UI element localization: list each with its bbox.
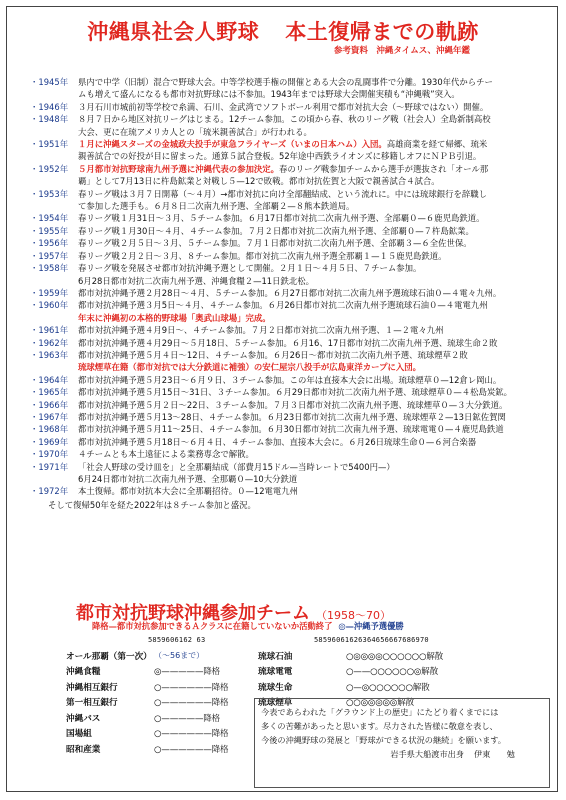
timeline-row	[30, 163, 550, 175]
team-name: 国場組	[66, 729, 92, 740]
closing-line: そして復帰50年を経た2022年は８チーム参加と盛況。	[48, 499, 256, 510]
timeline-year: ・1960年	[30, 300, 69, 311]
team-row	[258, 648, 488, 664]
timeline-year	[30, 126, 78, 138]
timeline-row	[30, 262, 550, 274]
team-name: 琉球煙草	[258, 698, 293, 709]
timeline-row	[30, 423, 550, 435]
timeline-text-segment: 春リーグ戦を発展させ都市対抗沖縄予選として開催。２月１日〜４月５日、７チーム参加。	[78, 263, 422, 274]
timeline-year: ・1959年	[30, 287, 69, 298]
timeline-text-segment: 都市対抗沖縄予選５月23日〜６月９日、３チーム参加。この年は直接本大会に出場。琉球煙草０—12倉レ岡山。	[78, 374, 502, 385]
timeline-text-segment: 親善試合での好投が目に留まった。通算５試合登板。52年途中西鉄ライオンズに移籍しオフにＮＰＢ引退。	[78, 151, 482, 162]
timeline-year: ・1964年	[30, 374, 69, 385]
timeline-text	[78, 287, 550, 299]
note-line: 今表であらわれた「グラウンド上の歴史」にたどり着くまでには	[261, 707, 499, 717]
note-line: 多くの苦難があったと思います。尽力された皆様に敬意を表し、	[261, 721, 498, 731]
timeline-row	[30, 76, 550, 88]
timeline-text	[78, 101, 550, 113]
timeline-row	[30, 436, 550, 448]
timeline-year: ・1967年	[30, 411, 69, 422]
timeline-text	[78, 150, 550, 162]
timeline-text	[78, 138, 550, 150]
participation-subtitle	[92, 620, 404, 632]
timeline-row	[30, 250, 550, 262]
participation-period: （1958〜70）	[316, 609, 391, 622]
timeline-year: ・1953年	[30, 188, 69, 199]
timeline-text-segment: ８月７日から地区対抗リーグはじまる。12チーム参加。この頃から春、秋のリーグ戦（社会人）全島新制高校	[78, 114, 491, 125]
timeline-text-segment: 都市対抗沖縄予選４月29日〜５月18日、５チーム参加。６月16、17日都市対抗二次南九州予選、琉球生命２敗	[78, 337, 498, 348]
timeline-text-segment: 大会、更に在琉アメリカ人との「琉米親善試合」が行われる。	[78, 126, 312, 137]
team-name: 沖縄相互銀行	[66, 682, 118, 693]
timeline-row	[30, 299, 550, 311]
timeline-row	[30, 386, 550, 398]
title-right: 本土復帰までの軌跡	[285, 20, 479, 44]
references: 参考資料 沖縄タイムス、沖縄年鑑	[333, 46, 470, 56]
timeline-text	[78, 250, 550, 262]
timeline-text-segment: 都市対抗沖縄予選５月15日〜31日、３チーム参加。６月29日都市対抗二次南九州予選、琉球煙草０—４松島炭鉱。	[78, 387, 512, 398]
timeline-year	[30, 312, 78, 324]
team-history: ○——————降格	[154, 729, 229, 740]
team-name: 琉球電電	[258, 667, 293, 678]
legend-text: ◎—沖縄予選優勝	[338, 621, 404, 631]
note-lines	[261, 705, 543, 747]
team-history: ◎—————降格	[154, 667, 221, 678]
timeline-row	[30, 150, 550, 162]
timeline-year: ・1970年	[30, 449, 69, 460]
timeline-text	[78, 113, 550, 125]
timeline-year: ・1966年	[30, 399, 69, 410]
timeline-text	[78, 188, 550, 200]
timeline-year: ・1961年	[30, 325, 69, 336]
participation-title-text: 都市対抗野球沖縄参加チーム	[76, 603, 310, 624]
timeline-row	[30, 473, 550, 485]
timeline-row	[30, 324, 550, 336]
timeline-text	[78, 423, 550, 435]
timeline-text	[78, 485, 550, 497]
signature-name: 伊東 勉	[474, 749, 515, 759]
timeline-year: ・1968年	[30, 424, 69, 435]
timeline-row	[30, 101, 550, 113]
page-title	[0, 16, 566, 46]
timeline-text	[78, 262, 550, 274]
timeline-year: ・1965年	[30, 387, 69, 398]
timeline-year: ・1948年	[30, 114, 69, 125]
timeline-row	[30, 237, 550, 249]
timeline-text	[78, 212, 550, 224]
timeline-row	[30, 225, 550, 237]
closing-note	[254, 698, 550, 788]
timeline-year	[30, 150, 78, 162]
note-line: 今後の沖縄野球の発展と「野球ができる状況の継続」を願います。	[261, 735, 506, 745]
timeline-year: ・1969年	[30, 436, 69, 447]
timeline-year: ・1962年	[30, 337, 69, 348]
years-header-left: 5859606162 63	[148, 636, 206, 644]
timeline-year	[30, 175, 78, 187]
timeline-text	[78, 374, 550, 386]
timeline-text	[78, 175, 550, 187]
timeline-row	[30, 126, 550, 138]
timeline-text	[78, 361, 550, 373]
timeline-text-segment: 都市対抗沖縄予選２月28日〜４月、５チーム参加。６月27日都市対抗二次南九州予選琉球石油０—４電々九州。	[78, 287, 502, 298]
timeline-text	[78, 436, 550, 448]
team-name: 沖縄バス	[66, 713, 101, 724]
timeline-text-segment: ムも増えて盛んになるも都市対抗野球には不参加。1943年までは野球大会開催実積も“沖縄戦”突入。	[78, 89, 460, 100]
team-history: ○——————降格	[154, 682, 229, 693]
timeline-text-segment: 県内で中学（旧制）混合で野球大会。中等学校選手権の開催とある大会の乱闘事件で分離。1930年代からチー	[78, 77, 493, 87]
timeline-year: ・1952年	[30, 163, 69, 174]
timeline-year: ・1954年	[30, 213, 69, 224]
timeline-text-segment: １月に沖縄スターズの金城政夫投手が東急フライヤーズ（いまの日本ハム）入団。	[78, 139, 387, 150]
signature	[261, 747, 515, 761]
timeline-row	[30, 175, 550, 187]
timeline-row	[30, 200, 550, 212]
subtitle-text: 降格—都市対抗参加できるＡクラスに在籍していないか活動終了	[92, 621, 333, 631]
timeline-text	[78, 225, 550, 237]
timeline-year: ・1972年	[30, 486, 69, 497]
timeline-text-segment: 都市対抗沖縄予選５月18日〜６月４日、４チーム参加、直接本大会に。６月26日琉球生命０—６河合楽器	[78, 436, 477, 447]
timeline-year: ・1963年	[30, 349, 69, 360]
timeline-year	[30, 361, 78, 373]
timeline-text-segment: 都市対抗沖縄予選３月5日〜４月、４チーム参加。６月26日都市対抗二次南九州予選琉球石油０—４電電九州	[78, 300, 488, 311]
timeline-text	[78, 448, 550, 460]
timeline-year: ・1971年	[30, 461, 69, 472]
timeline-text-segment: 春リーグ戦１月30日〜４月、４チーム参加。７月２日都市対抗二次南九州予選、全部覇０—７杵島鉱業。	[78, 225, 474, 236]
timeline-row	[30, 212, 550, 224]
team-range: （〜56まで）	[154, 651, 205, 661]
timeline-text-segment: 「社会人野球の受け皿を」と全那覇結成（部費月15ドル—当時レートで5400円—）	[78, 461, 395, 472]
timeline-text-segment: ３月石川市城前初等学校で糸満、石川、金武湾でソフトボール利用で都市対抗大会（〜野球ではない）開催。	[78, 101, 489, 112]
team-name: 昭和産業	[66, 744, 101, 755]
timeline-row	[30, 337, 550, 349]
timeline-text-segment: 春リーグ戦１月31日〜３月、５チーム参加。６月17日都市対抗二次南九州予選、全部覇０—６鹿児島鉄道。	[78, 213, 485, 224]
timeline-text	[78, 411, 550, 423]
timeline-year	[30, 275, 78, 287]
team-name: 沖縄食糧	[66, 667, 101, 678]
signature-origin: 岩手県大船渡市出身	[390, 749, 465, 759]
timeline-text	[78, 299, 550, 311]
team-history: ○——————降格	[154, 698, 229, 709]
timeline-text	[78, 473, 550, 485]
team-history: ○——○○○○○○◎解散	[346, 667, 438, 678]
timeline-text	[78, 88, 550, 100]
timeline-text	[78, 163, 550, 175]
title-left: 沖縄県社会人野球	[87, 20, 260, 44]
timeline-text-segment: 春リーグ戦は３月７日開幕（〜４月）→都市対抗に向け全部翻結成、という流れに。中には琉球銀行を辞職し	[78, 188, 488, 199]
timeline-text-segment: 覇」として7月13日に杵島鉱業と対戦し５—12で敗戦。都市対抗佐賀と大阪で親善試合４試合。	[78, 176, 440, 187]
timeline-text-segment: て参加した選手も。６月８日二次南九州予選、全部覇２—８熊本鉄道局。	[78, 201, 355, 212]
team-history: ○—◎○○○○○○解散	[346, 682, 430, 693]
timeline-text-segment: ４チームとも本土遠征による業務専念で解散。	[78, 449, 254, 460]
timeline-text	[78, 386, 550, 398]
team-name: 琉球石油	[258, 651, 293, 662]
timeline-text	[78, 237, 550, 249]
timeline-row	[30, 88, 550, 100]
timeline-text-segment: 春リーグ戦２月５日〜３月、５チーム参加。７月１日都市対抗二次南九州予選、全部覇３—６全佐世保。	[78, 238, 472, 249]
timeline-text	[78, 76, 550, 88]
timeline-text-segment: 年末に沖縄初の本格的野球場「奥武山球場」完成。	[78, 312, 271, 323]
team-history: ○○◎◎◎◎◎解散	[346, 698, 414, 709]
timeline-row	[30, 138, 550, 150]
timeline-text-segment: 本土復帰。都市対抗本大会に全那覇招待。０—12電電九州	[78, 486, 299, 497]
timeline-text	[78, 337, 550, 349]
timeline-row	[30, 448, 550, 460]
timeline-text	[78, 275, 550, 287]
team-row	[258, 679, 488, 695]
team-history: ○——————降格	[154, 744, 229, 755]
team-name: 琉球生命	[258, 682, 293, 693]
timeline-year	[30, 473, 78, 485]
timeline-text	[78, 200, 550, 212]
timeline-text-segment: 春リーグ戦２月２日〜３月、８チーム参加。都市対抗二次南九州予選全那覇１—１５鹿児島鉄道。	[78, 250, 447, 261]
timeline-text	[78, 399, 550, 411]
timeline-text-segment: 都市対抗沖縄予選５月11〜25日、４チーム参加。６月30日都市対抗二次南九州予選、琉球電電０—４鹿児島鉄道	[78, 424, 504, 435]
timeline-row	[30, 411, 550, 423]
timeline-year: ・1946年	[30, 101, 69, 112]
team-name: オール那覇（第一次）	[66, 651, 152, 662]
team-row	[258, 664, 488, 680]
timeline-row	[30, 461, 550, 473]
timeline	[30, 76, 550, 512]
timeline-year	[30, 88, 78, 100]
timeline-row	[30, 275, 550, 287]
timeline-text-segment: 春のリーグ戦参加チームから選手が選抜され「オール那	[279, 163, 489, 174]
timeline-text	[78, 349, 550, 361]
timeline-row	[30, 399, 550, 411]
timeline-year: ・1951年	[30, 139, 69, 150]
timeline-year: ・1957年	[30, 250, 69, 261]
timeline-row	[30, 361, 550, 373]
timeline-text-segment: ５月都市対抗野球南九州予選に沖縄代表の参加決定。	[78, 163, 279, 174]
timeline-text	[78, 324, 550, 336]
timeline-text	[78, 312, 550, 324]
team-history: ○—————降格	[154, 713, 221, 724]
timeline-text	[78, 126, 550, 138]
timeline-row	[30, 113, 550, 125]
timeline-year: ・1955年	[30, 225, 69, 236]
timeline-row	[30, 374, 550, 386]
team-history: ○◎◎◎◎○○○○○○解散	[346, 651, 444, 662]
timeline-text-segment: 都市対抗沖縄予選４月9日〜、４チーム参加。７月２日都市対抗二次南九州予選、１—２電々九州	[78, 325, 444, 336]
timeline-text-segment: 琉球煙草在籍（都市対抗では大分鉄道に補強）の安仁屋宗八投手が広島東洋カープに入団。	[78, 362, 421, 373]
timeline-year: ・1945年	[30, 77, 69, 87]
timeline-text-segment: 都市対抗沖縄予選５月13〜28日、４チーム参加。６月23日都市対抗二次南九州予選、琉球煙草２—13日鉱佐賀関	[78, 411, 506, 422]
timeline-text-segment: 6月24日都市対抗二次南九州予選、全那覇０—10大分鉄道	[78, 474, 298, 484]
timeline-text-segment: 6月28日都市対抗二次南九州予選、沖縄食糧２—11日鉄北松。	[78, 275, 315, 286]
timeline-year	[30, 200, 78, 212]
timeline-row	[30, 485, 550, 497]
timeline-year: ・1958年	[30, 263, 69, 274]
timeline-row	[30, 287, 550, 299]
timeline-text-segment: 都市対抗沖縄予選５月２日〜22日、３チーム参加。７月３日都市対抗二次南九州予選、琉球煙草０—３大分鉄道。	[78, 399, 508, 410]
timeline-text-segment: 都市対抗沖縄予選５月４日〜12日、４チーム参加。６月26日〜都市対抗二次南九州予選、琉球煙草２敗	[78, 349, 468, 360]
team-name: 第一相互銀行	[66, 698, 118, 709]
timeline-year: ・1956年	[30, 238, 69, 249]
timeline-row	[30, 349, 550, 361]
years-header-right: 58596061626364656667686970	[314, 636, 429, 644]
timeline-text	[78, 461, 550, 473]
timeline-row	[30, 312, 550, 324]
timeline-text-segment: 高雄商業を経て帰郷、琉米	[386, 139, 488, 150]
timeline-row	[30, 188, 550, 200]
